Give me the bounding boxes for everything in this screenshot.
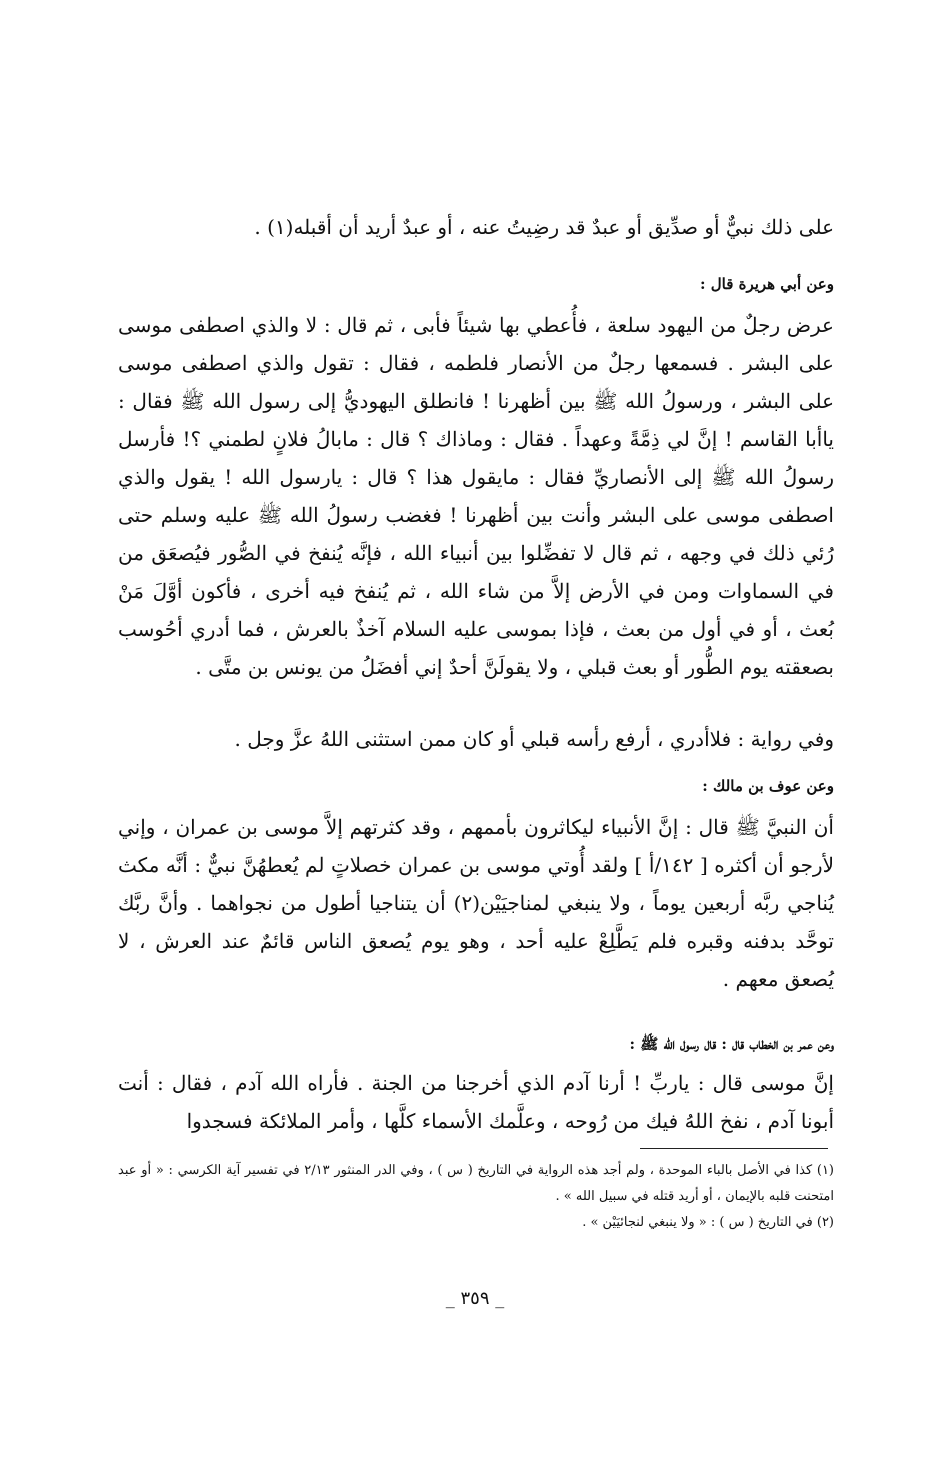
heading-umar-ibn-al-khattab: وعن عمر بن الخطاب قال : قال رسول الله ﷺ : — [629, 1035, 834, 1053]
footnote-separator — [640, 1148, 828, 1149]
paragraph-4: أن النبيَّ ﷺ قال : إنَّ الأنبياء ليكاثرون بأممهم ، وقد كثرتهم إلاَّ موسى بن عمران ، وإني لأرجو أن أكثره [ ١٤٢/أ ] ولقد أُوتي موسى بن عمران خصلاتٍ لم يُعطهُنَّ نبيٌّ : أنَّه مكث يُناجي ربَّه أربعين يوماً ، ولا ينبغي لمناجيَيْن(٢) أن يتناجيا أطول من نجواهما . وأنَّ ربَّك توحَّد بدفنه وقبره فلم يَطَّلِعْ عليه أحد ، وهو يوم يُصعق الناس قائمٌ عند العرش ، لا يُصعق معهم . — [118, 815, 835, 991]
paragraph-3: وفي رواية : فلاأدري ، أرفع رأسه قبلي أو كان ممن استثنى اللهُ عزَّ وجل . — [234, 727, 834, 751]
paragraph-2: عرض رجلٌ من اليهود سلعة ، فأُعطي بها شيئاً فأبى ، ثم قال : لا والذي اصطفى موسى على البشر . فسمعها رجلٌ من الأنصار فلطمه ، فقال : تقول والذي اصطفى موسى على البشر ، ورسولُ الله ﷺ بين أظهرنا ! فانطلق اليهوديُّ إلى رسول الله ﷺ فقال : ياأبا القاسم ! إنَّ لي ذِمَّةً وعهداً . فقال : وماذاك ؟ قال : مابالُ فلانٍ لطمني ؟! فأرسل رسولُ الله ﷺ إلى الأنصاريِّ فقال : مايقول هذا ؟ قال : يارسول الله ! يقول والذي اصطفى موسى على البشر وأنت بين أظهرنا ! فغضب رسولُ الله ﷺ عليه وسلم حتى رُئي ذلك في وجهه ، ثم قال لا تفضِّلوا بين أنبياء الله ، فإنَّه يُنفخ في الصُّور فيُصعَق من في السماوات ومن في الأرض إلاَّ من شاء الله ، ثم يُنفخ فيه أخرى ، فأكون أوَّلَ مَنْ بُعث ، أو في أول من بعث ، فإذا بموسى عليه السلام آخذٌ بالعرش ، فما أدري أحُوسب بصعقته يوم الطُّور أو بعث قبلي ، ولا يقولَنَّ أحدٌ إني أفضَلُ من يونس بن متَّى . — [118, 313, 834, 679]
page-number: _ ٣٥٩ _ — [445, 1288, 505, 1309]
paragraph-5: إنَّ موسى قال : ياربِّ ! أرنا آدم الذي أخرجنا من الجنة . فأراه الله آدم ، فقال : أنت أبونا آدم ، نفخ اللهُ فيك من رُوحه ، وعلَّمك الأسماء كلَّها ، وأمر الملائكة فسجدوا — [118, 1071, 834, 1133]
heading-abu-hurayra: وعن أبي هريرة قال : — [699, 275, 834, 293]
paragraph-1: على ذلك نبيٌّ أو صدِّيق أو عبدٌ قد رضِيتُ عنه ، أو عبدٌ أريد أن أقبله(١) . — [254, 215, 834, 239]
footnotes — [118, 1158, 834, 1236]
footnote-2: (٢) في التاريخ ( س ) : « ولا ينبغي لنجائيَيْن » . — [582, 1215, 834, 1230]
heading-awf-ibn-malik: وعن عوف بن مالك : — [702, 777, 834, 795]
footnote-1: (١) كذا في الأصل بالباء الموحدة ، ولم أجد هذه الرواية في التاريخ ( س ) ، وفي الدر المنثور ٢/١٣ في تفسير آية الكرسي : « أو عبد امتحنت قلبه بالإيمان ، أو أريد قتله في سبيل الله » . — [118, 1163, 834, 1204]
